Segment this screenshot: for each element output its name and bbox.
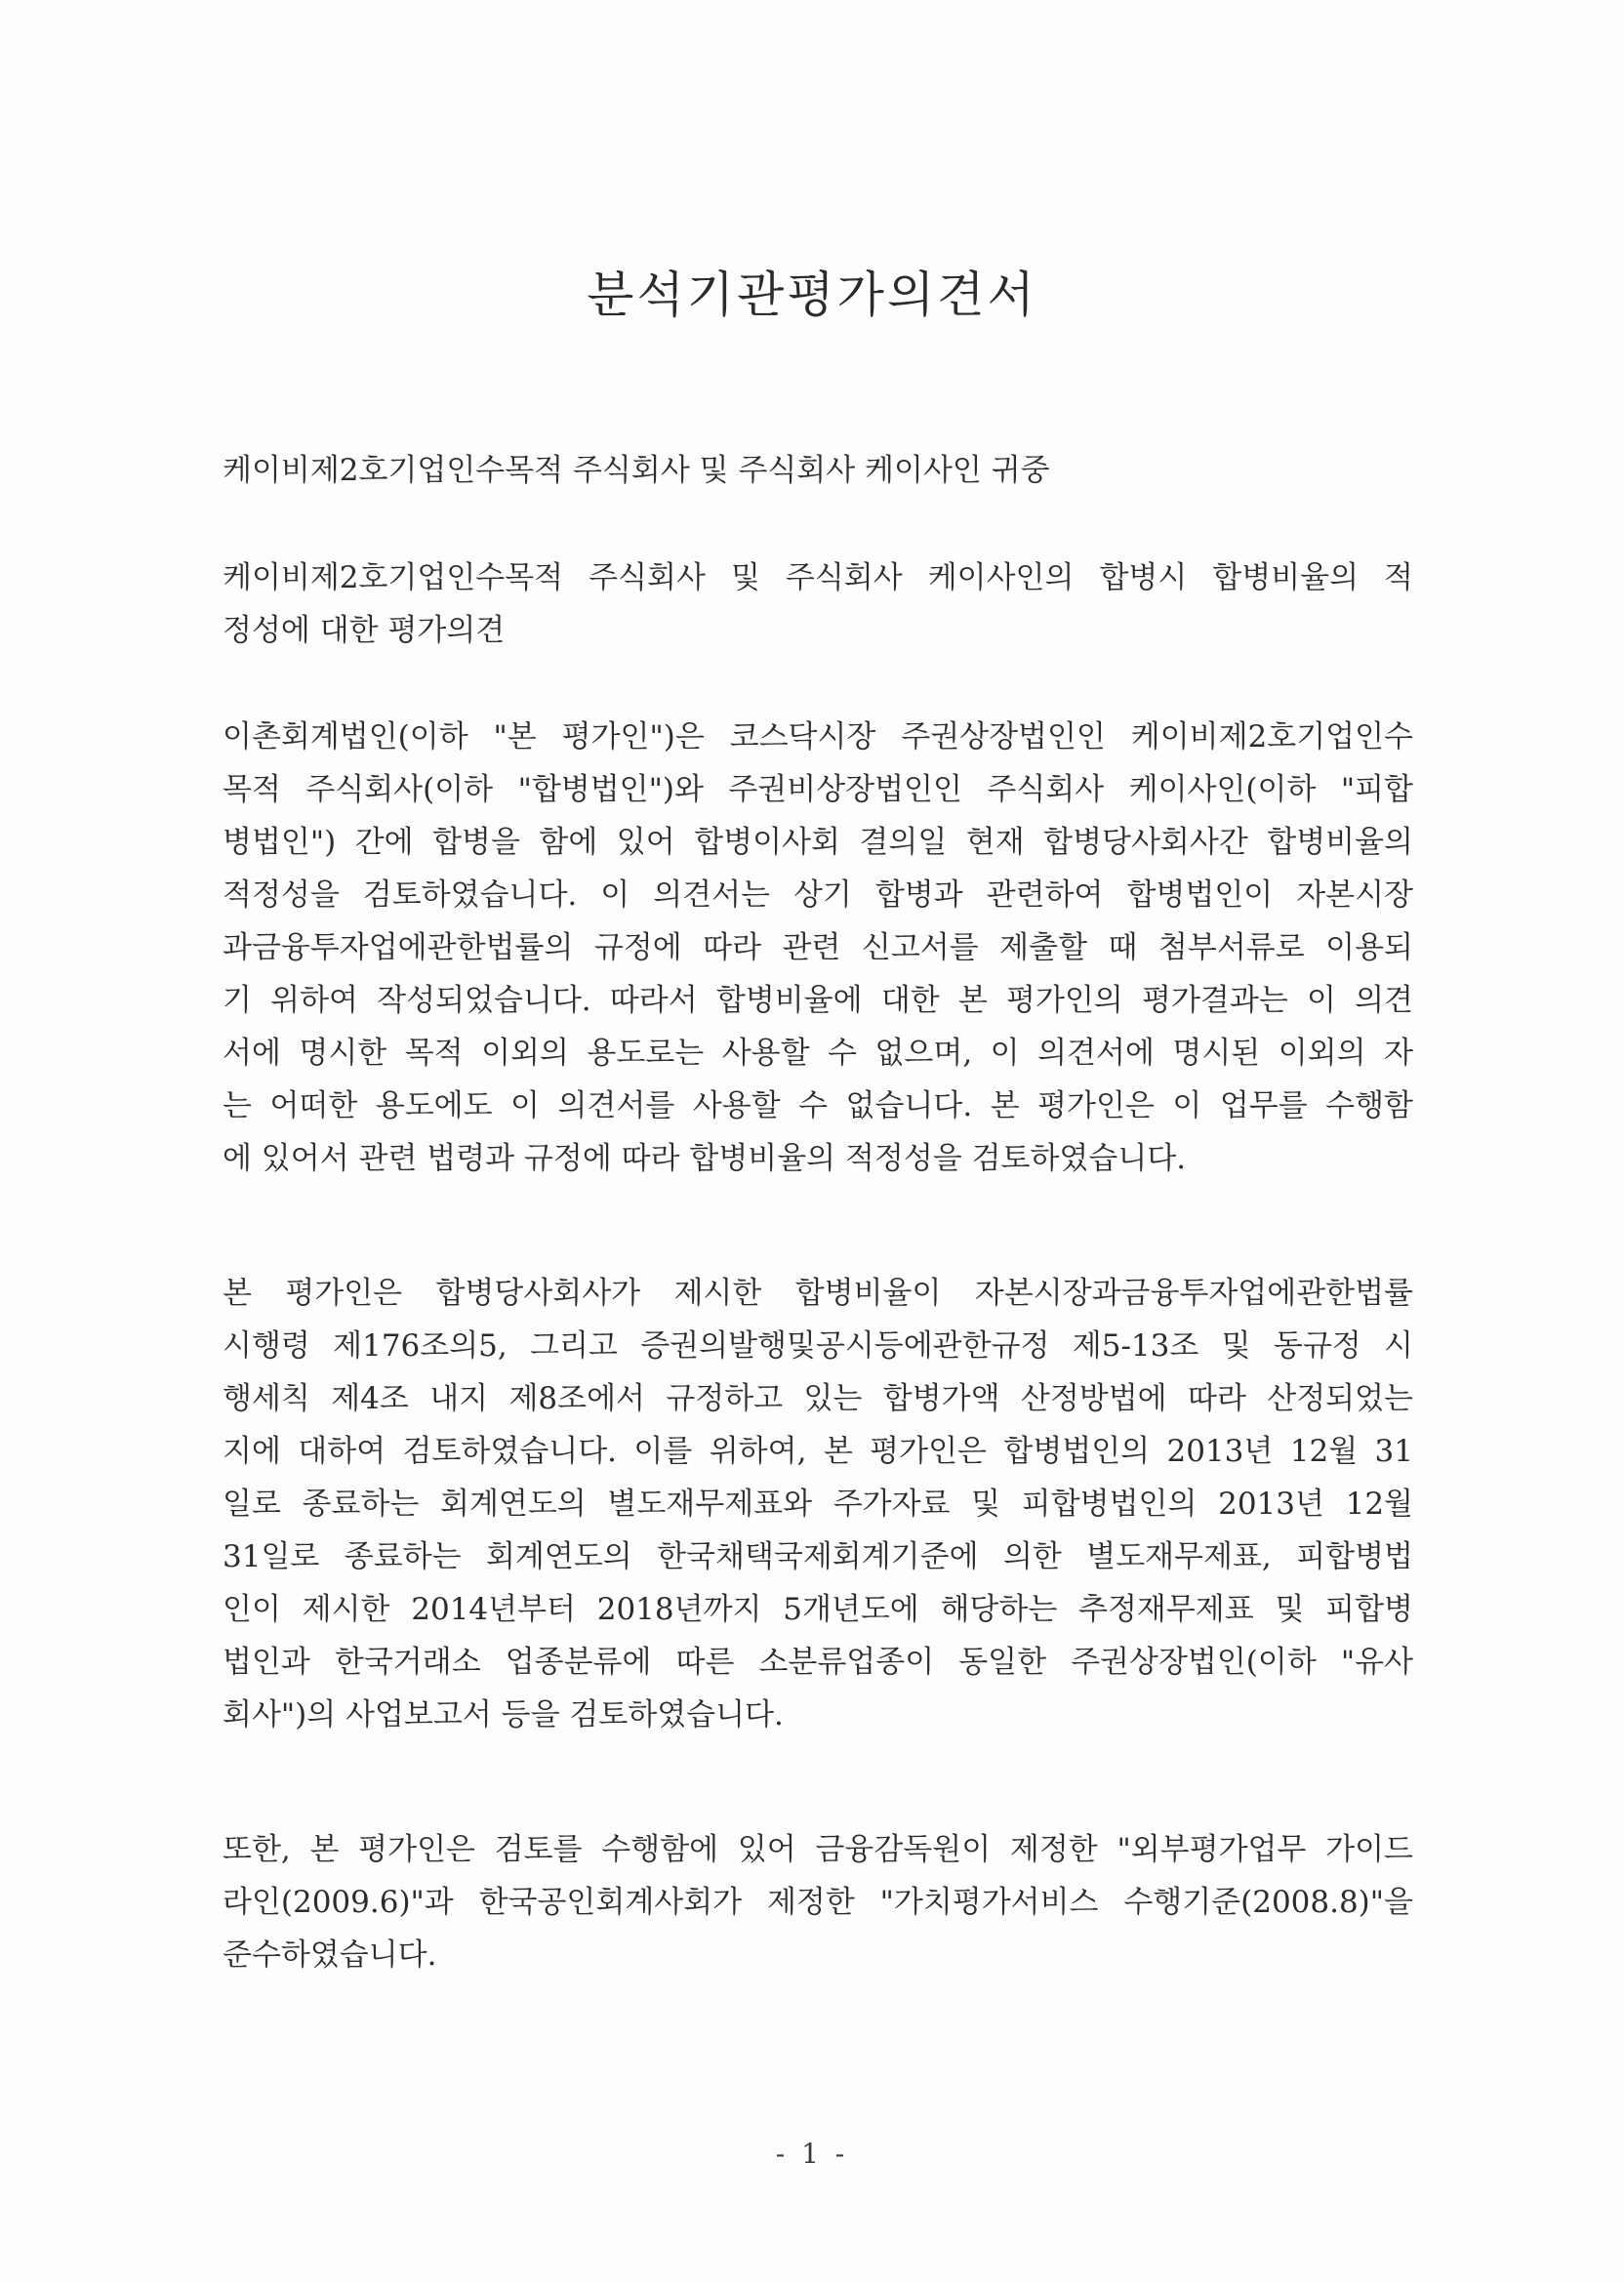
subject-line: 정성에 대한 평가의견 — [223, 613, 506, 648]
paragraph-line: 회사")의 사업보고서 등을 검토하였습니다. — [223, 1697, 784, 1733]
paragraph-line: 기 위하여 작성되었습니다. 따라서 합병비율에 대한 본 평가인의 평가결과는 이 의견 — [223, 983, 1413, 1018]
paragraph-line: 행세칙 제4조 내지 제8조에서 규정하고 있는 합병가액 산정방법에 따라 산정되었는 — [223, 1381, 1413, 1416]
paragraph-line: 인이 제시한 2014년부터 2018년까지 5개년도에 해당하는 추정재무제표 및 피합병 — [223, 1592, 1413, 1627]
paragraph-line: 지에 대하여 검토하였습니다. 이를 위하여, 본 평가인은 합병법인의 2013년 12월 31 — [223, 1434, 1413, 1469]
document-title: 분석기관평가의견서 — [587, 266, 1037, 323]
paragraph-line: 적정성을 검토하였습니다. 이 의견서는 상기 합병과 관련하여 합병법인이 자본시장 — [223, 877, 1413, 913]
subject-line: 케이비제2호기업인수목적 주식회사 및 주식회사 케이사인의 합병시 합병비율의 적 — [223, 560, 1413, 595]
paragraph-line: 31일로 종료하는 회계연도의 한국채택국제회계기준에 의한 별도재무제표, 피합병법 — [223, 1539, 1413, 1574]
paragraph-line: 라인(2009.6)"과 한국공인회계사회가 제정한 "가치평가서비스 수행기준(2008.8)"을 — [223, 1885, 1413, 1920]
paragraph-line: 서에 명시한 목적 이외의 용도로는 사용할 수 없으며, 이 의견서에 명시된 이외의 자 — [223, 1036, 1413, 1071]
paragraph-line: 는 어떠한 용도에도 이 의견서를 사용할 수 없습니다. 본 평가인은 이 업무를 수행함 — [223, 1088, 1413, 1123]
page-number: - 1 - — [775, 2138, 849, 2170]
paragraph-scope — [223, 1267, 1413, 1741]
paragraph-line: 에 있어서 관련 법령과 규정에 따라 합병비율의 적정성을 검토하였습니다. — [223, 1141, 1187, 1176]
paragraph-line: 또한, 본 평가인은 검토를 수행함에 있어 금융감독원이 제정한 "외부평가업무 가이드 — [223, 1832, 1413, 1867]
subject-heading — [223, 551, 1413, 657]
paragraph-line: 이촌회계법인(이하 "본 평가인")은 코스닥시장 주권상장법인인 케이비제2호기업인수 — [223, 719, 1413, 754]
paragraph-line: 과금융투자업에관한법률의 규정에 따라 관련 신고서를 제출할 때 첨부서류로 이용되 — [223, 930, 1413, 965]
paragraph-standards — [223, 1823, 1413, 1981]
addressee-line: 케이비제2호기업인수목적 주식회사 및 주식회사 케이사인 귀중 — [223, 453, 1050, 488]
paragraph-line: 병법인") 간에 합병을 함에 있어 합병이사회 결의일 현재 합병당사회사간 합병비율의 — [223, 825, 1413, 860]
addressee — [223, 444, 1413, 497]
paragraph-line: 시행령 제176조의5, 그리고 증권의발행및공시등에관한규정 제5-13조 및 동규정 시 — [223, 1328, 1413, 1364]
paragraph-purpose — [223, 711, 1413, 1185]
paragraph-line: 본 평가인은 합병당사회사가 제시한 합병비율이 자본시장과금융투자업에관한법률 — [223, 1276, 1413, 1311]
paragraph-line: 법인과 한국거래소 업종분류에 따른 소분류업종이 동일한 주권상장법인(이하 "유사 — [223, 1645, 1413, 1680]
paragraph-line: 준수하였습니다. — [223, 1937, 437, 1973]
paragraph-line: 일로 종료하는 회계연도의 별도재무제표와 주가자료 및 피합병법인의 2013년 12월 — [223, 1487, 1413, 1522]
paragraph-line: 목적 주식회사(이하 "합병법인")와 주권비상장법인인 주식회사 케이사인(이하 "피합 — [223, 772, 1413, 807]
